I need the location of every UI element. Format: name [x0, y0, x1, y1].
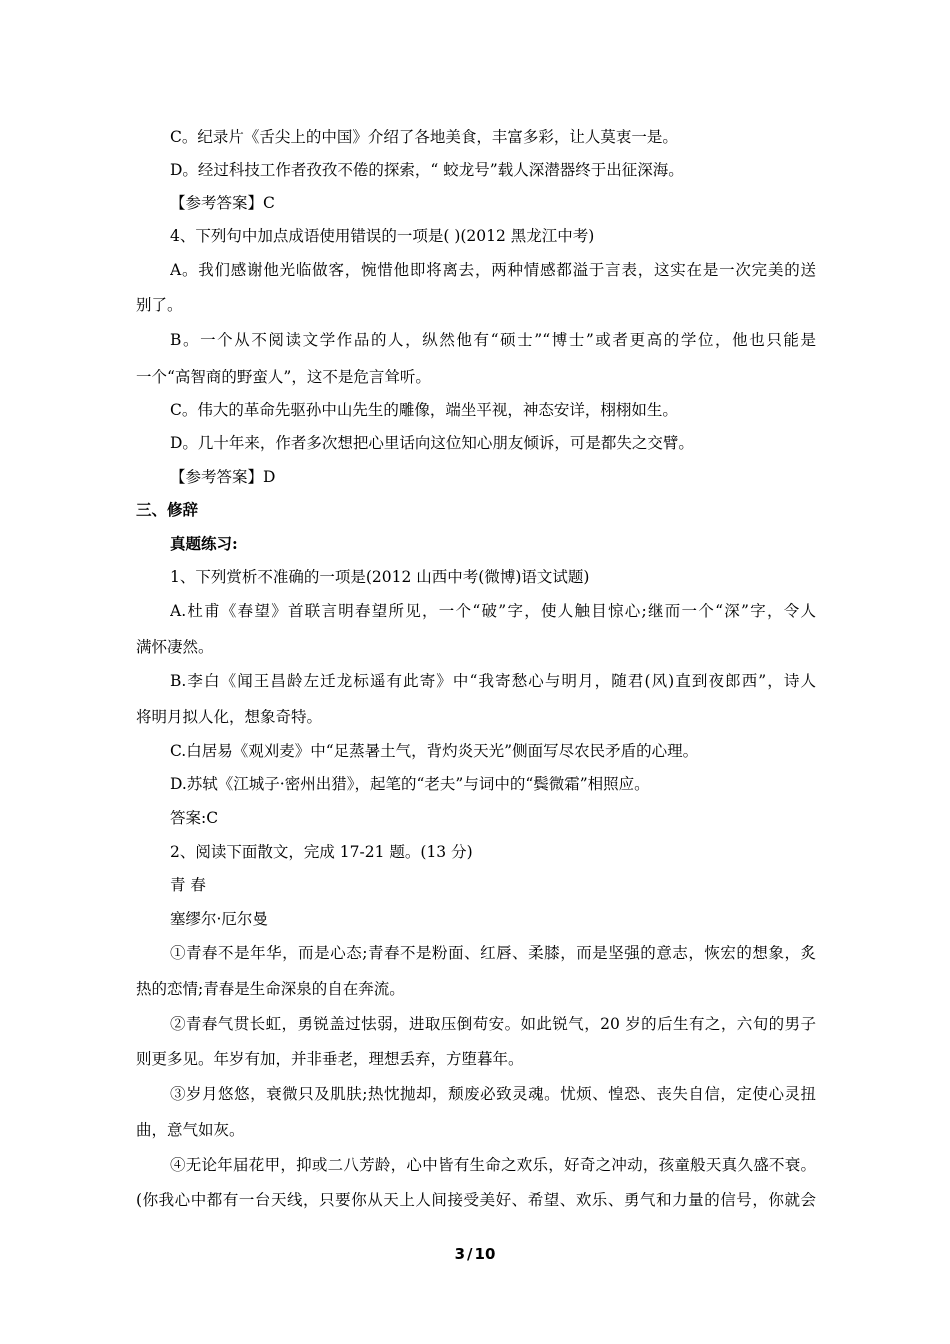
paragraph-2-continued: 则更多见。年岁有加，并非垂老，理想丢弃，方堕暮年。: [136, 1050, 524, 1068]
option-b-line: B.李白《闻王昌龄左迁龙标遥有此寄》中“我寄愁心与明月，随君(风)直到夜郎西”，诗人: [170, 672, 816, 690]
answer-line: 【参考答案】D: [170, 468, 276, 486]
question-2: 2、阅读下面散文，完成 17-21 题。(13 分): [170, 843, 473, 861]
option-a-line: A.杜甫《春望》首联言明春望所见，一个“破”字，使人触目惊心;继而一个“深”字，令人: [170, 602, 816, 620]
subsection-heading: 真题练习:: [170, 534, 238, 553]
page-total: 10: [474, 1245, 496, 1263]
page-separator: /: [467, 1245, 473, 1263]
option-b-continued: 一个“高智商的野蛮人”，这不是危言耸听。: [136, 368, 431, 386]
answer-line: 答案:C: [170, 809, 219, 827]
option-d-line: D.苏轼《江城子·密州出猎》，起笔的“老夫”与词中的“鬓微霜”相照应。: [170, 775, 650, 793]
page-current: 3: [454, 1245, 466, 1263]
option-c-line: C。纪录片《舌尖上的中国》介绍了各地美食，丰富多彩，让人莫衷一是。: [170, 128, 678, 146]
option-a-continued: 别了。: [136, 296, 183, 314]
option-a-line: A。我们感谢他光临做客，惋惜他即将离去，两种情感都溢于言表，这实在是一次完美的送: [170, 261, 816, 279]
paragraph-2-line: ②青春气贯长虹，勇锐盖过怯弱，进取压倒苟安。如此锐气，20 岁的后生有之，六旬的男子: [170, 1015, 816, 1033]
question-4: 4、下列句中加点成语使用错误的一项是( )(2012 黑龙江中考): [170, 227, 595, 245]
answer-line: 【参考答案】C: [170, 194, 275, 212]
option-c-line: C。伟大的革命先驱孙中山先生的雕像，端坐平视，神态安详，栩栩如生。: [170, 401, 678, 419]
essay-title: 青 春: [170, 876, 206, 894]
paragraph-4-continued: (你我心中都有一台天线，只要你从天上人间接受美好、希望、欢乐、勇气和力量的信号，你就会: [136, 1191, 816, 1209]
essay-author: 塞缪尔·厄尔曼: [170, 910, 268, 928]
page-number: [0, 1242, 950, 1266]
paragraph-3-continued: 曲，意气如灰。: [136, 1121, 245, 1139]
option-b-continued: 将明月拟人化，想象奇特。: [136, 708, 323, 726]
paragraph-3-line: ③岁月悠悠，衰微只及肌肤;热忱抛却，颓废必致灵魂。忧烦、惶恐、丧失自信，定使心灵扭: [170, 1085, 816, 1103]
section-heading: 三、修辞: [136, 500, 199, 519]
option-b-line: B。一个从不阅读文学作品的人，纵然他有“硕士”“博士”或者更高的学位，他也只能是: [170, 331, 816, 349]
paragraph-4-line: ④无论年届花甲，抑或二八芳龄，心中皆有生命之欢乐，好奇之冲动，孩童般天真久盛不衰。: [170, 1156, 816, 1174]
paragraph-1-line: ①青春不是年华，而是心态;青春不是粉面、红唇、柔膝，而是坚强的意志，恢宏的想象，炙: [170, 944, 816, 962]
option-d-line: D。经过科技工作者孜孜不倦的探索，“ 蛟龙号”载人深潜器终于出征深海。: [170, 161, 684, 179]
paragraph-1-continued: 热的恋情;青春是生命深泉的自在奔流。: [136, 980, 405, 998]
option-d-line: D。几十年来，作者多次想把心里话向这位知心朋友倾诉，可是都失之交臂。: [170, 434, 694, 452]
option-a-continued: 满怀凄然。: [136, 638, 214, 656]
option-c-line: C.白居易《观刈麦》中“足蒸暑土气，背灼炎天光”侧面写尽农民矛盾的心理。: [170, 742, 699, 760]
question-1: 1、下列赏析不准确的一项是(2012 山西中考(微博)语文试题): [170, 568, 590, 586]
